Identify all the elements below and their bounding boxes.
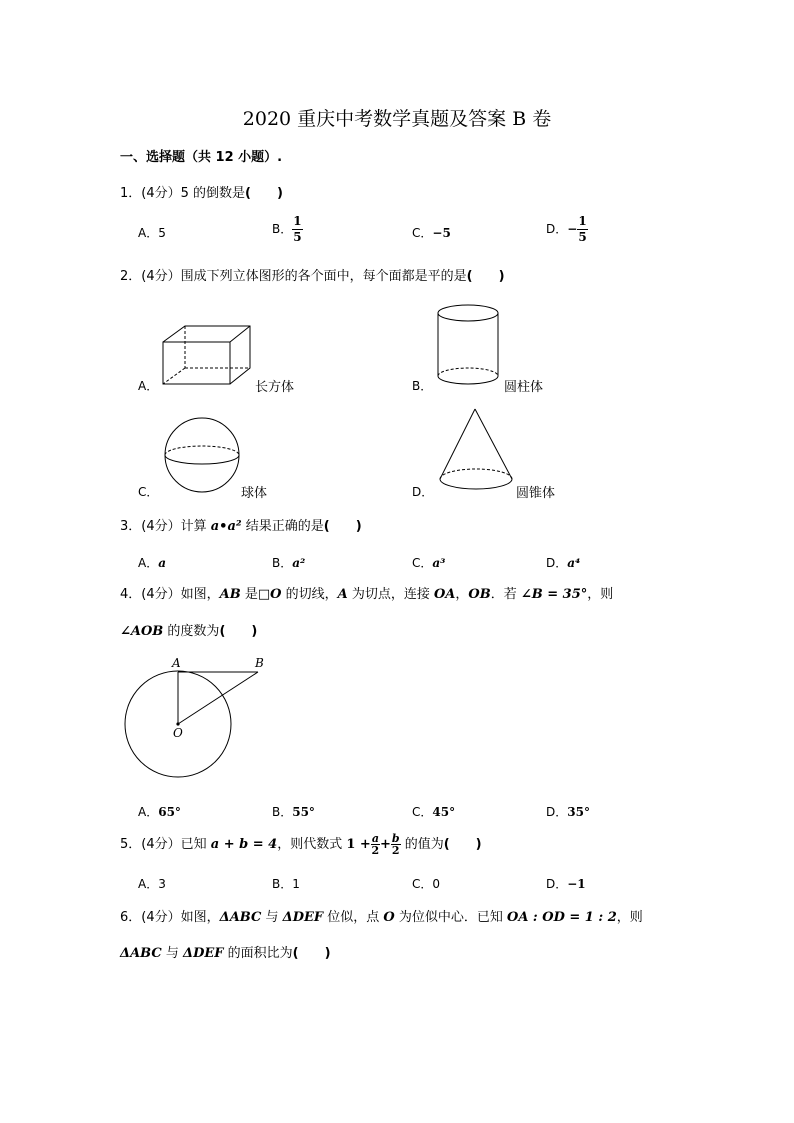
- plus-sign: +: [379, 837, 391, 852]
- answer-paren: ( ): [219, 624, 258, 639]
- section-heading: 一、选择题（共 12 小题）.: [120, 150, 283, 165]
- answer-paren: ( ): [323, 519, 362, 534]
- condition: a + b = 4: [210, 837, 278, 852]
- numerator: a: [371, 832, 379, 845]
- point-a: A: [337, 587, 348, 602]
- question-1: [120, 182, 283, 201]
- question-6-line-2: [120, 942, 331, 961]
- triangle-def: ΔDEF: [183, 946, 224, 961]
- question-2-stem: 2．(4分）围成下列立体图形的各个面中，每个面都是平的是: [120, 269, 467, 284]
- point-o: O: [383, 910, 395, 925]
- one-plus: 1 +: [346, 837, 371, 852]
- option-label: B．: [272, 556, 293, 570]
- cuboid-caption: 长方体: [255, 380, 295, 395]
- sphere-caption: 球体: [241, 486, 268, 501]
- numerator: 1: [578, 214, 587, 228]
- minus-sign: −: [567, 222, 578, 236]
- text: 6．(4分）如图，: [120, 910, 220, 925]
- fraction-one-fifth: [292, 214, 302, 245]
- option-label: C．: [412, 805, 433, 819]
- fraction-a-over-2: [371, 833, 380, 856]
- option-label: C．: [412, 556, 433, 570]
- page-title: 2020 重庆中考数学真题及答案 B 卷: [242, 108, 552, 130]
- text: 为切点，连接: [347, 587, 434, 602]
- q3-option-a: [138, 554, 166, 571]
- answer-paren: ( ): [245, 186, 283, 201]
- denominator: 5: [578, 230, 587, 244]
- question-3: [120, 515, 362, 534]
- q3-option-b: [272, 554, 305, 571]
- q1-option-c: [412, 224, 451, 241]
- denominator: 2: [371, 844, 380, 857]
- text: ，: [455, 587, 469, 602]
- option-value: a²: [292, 556, 306, 570]
- question-5: [120, 833, 482, 856]
- option-value: −1: [567, 877, 586, 891]
- fraction-b-over-2: [391, 833, 401, 856]
- text: 的切线，: [281, 587, 338, 602]
- question-6-line-1: [120, 906, 643, 925]
- q4-option-c: [412, 803, 455, 820]
- triangle-abc: ΔABC: [219, 910, 262, 925]
- segment-oa: OA: [433, 587, 456, 602]
- sphere-figure: [163, 417, 243, 495]
- text: 是□: [240, 587, 271, 602]
- option-label: B．: [272, 805, 293, 819]
- text: 位似，点: [323, 910, 384, 925]
- option-value: −5: [432, 226, 451, 240]
- option-value: a⁴: [567, 556, 581, 570]
- cuboid-figure: [160, 322, 255, 387]
- q5-option-c: C．0: [412, 877, 441, 891]
- option-label: D．: [546, 805, 568, 819]
- q3-option-d: [546, 554, 580, 571]
- angle-b: ∠B = 35°: [520, 587, 588, 602]
- question-2: [120, 265, 505, 284]
- text: 5．(4分）已知: [120, 837, 211, 852]
- text: 与: [261, 910, 283, 925]
- denominator: 5: [293, 230, 302, 244]
- text: ，则: [587, 587, 614, 602]
- text: 的面积比为: [223, 946, 293, 961]
- q4-option-d: [546, 803, 590, 820]
- option-value: 65°: [158, 805, 181, 819]
- option-label: A．: [138, 805, 159, 819]
- text: 4．(4分）如图，: [120, 587, 220, 602]
- option-label: A．: [138, 556, 159, 570]
- q5-option-a: A．3: [138, 877, 166, 891]
- q2-option-d-label: D．: [412, 485, 434, 499]
- q2-option-c-label: C．: [138, 485, 159, 499]
- option-label: D．: [546, 556, 568, 570]
- text: 与: [161, 946, 184, 961]
- numerator: b: [391, 832, 400, 845]
- denominator: 2: [391, 844, 400, 857]
- circle-o: O: [270, 587, 282, 602]
- tangent-circle-figure: [120, 655, 270, 785]
- ratio: OA : OD = 1 : 2: [507, 910, 617, 925]
- q2-option-b-label: B．: [412, 379, 433, 393]
- text: 为位似中心．已知: [394, 910, 507, 925]
- numerator: 1: [293, 214, 302, 228]
- option-label: C．: [412, 226, 433, 240]
- option-label: D．: [546, 877, 568, 891]
- text: 的值为: [400, 837, 444, 852]
- q3-option-c: [412, 554, 445, 571]
- triangle-abc: ΔABC: [120, 946, 162, 961]
- q1-option-d: [546, 214, 588, 245]
- question-1-stem: 1．(4分）5 的倒数是: [120, 186, 246, 201]
- text: ．若: [490, 587, 521, 602]
- answer-paren: ( ): [292, 946, 331, 961]
- segment-ab: AB: [219, 587, 241, 602]
- answer-paren: ( ): [443, 837, 482, 852]
- option-value: 55°: [292, 805, 315, 819]
- figure-label-b: B: [255, 656, 264, 670]
- q5-option-b: B．1: [272, 877, 300, 891]
- cone-figure: [438, 407, 518, 493]
- text: ，则: [616, 910, 643, 925]
- answer-paren: ( ): [466, 269, 505, 284]
- q1-option-b: [272, 214, 303, 245]
- option-value: 35°: [567, 805, 590, 819]
- text: ，则代数式: [277, 837, 347, 852]
- triangle-def: ΔDEF: [282, 910, 324, 925]
- figure-label-o: O: [173, 726, 183, 740]
- option-label: B．: [272, 222, 293, 236]
- question-3-stem-pre: 3．(4分）计算: [120, 519, 211, 534]
- option-value: 45°: [432, 805, 456, 819]
- question-4-line-1: [120, 583, 613, 602]
- question-3-stem-post: 结果正确的是: [241, 519, 324, 534]
- question-4-line-2: [120, 620, 257, 639]
- cone-caption: 圆锥体: [516, 486, 556, 501]
- option-value: a: [158, 556, 166, 570]
- option-value: a³: [432, 556, 446, 570]
- fraction-one-fifth: [577, 214, 587, 245]
- option-label: D．: [546, 222, 568, 236]
- figure-label-a: A: [172, 656, 181, 670]
- cylinder-caption: 圆柱体: [504, 380, 544, 395]
- q1-option-a: A．5: [138, 226, 166, 240]
- q4-option-b: [272, 803, 315, 820]
- text: 的度数为: [163, 624, 220, 639]
- math-expression: a•a²: [210, 519, 242, 534]
- angle-aob: ∠AOB: [120, 624, 164, 639]
- q5-option-d: [546, 875, 586, 892]
- q2-option-a-label: A．: [138, 379, 159, 393]
- segment-ob: OB: [468, 587, 491, 602]
- cylinder-figure: [436, 303, 502, 387]
- q4-option-a: [138, 803, 181, 820]
